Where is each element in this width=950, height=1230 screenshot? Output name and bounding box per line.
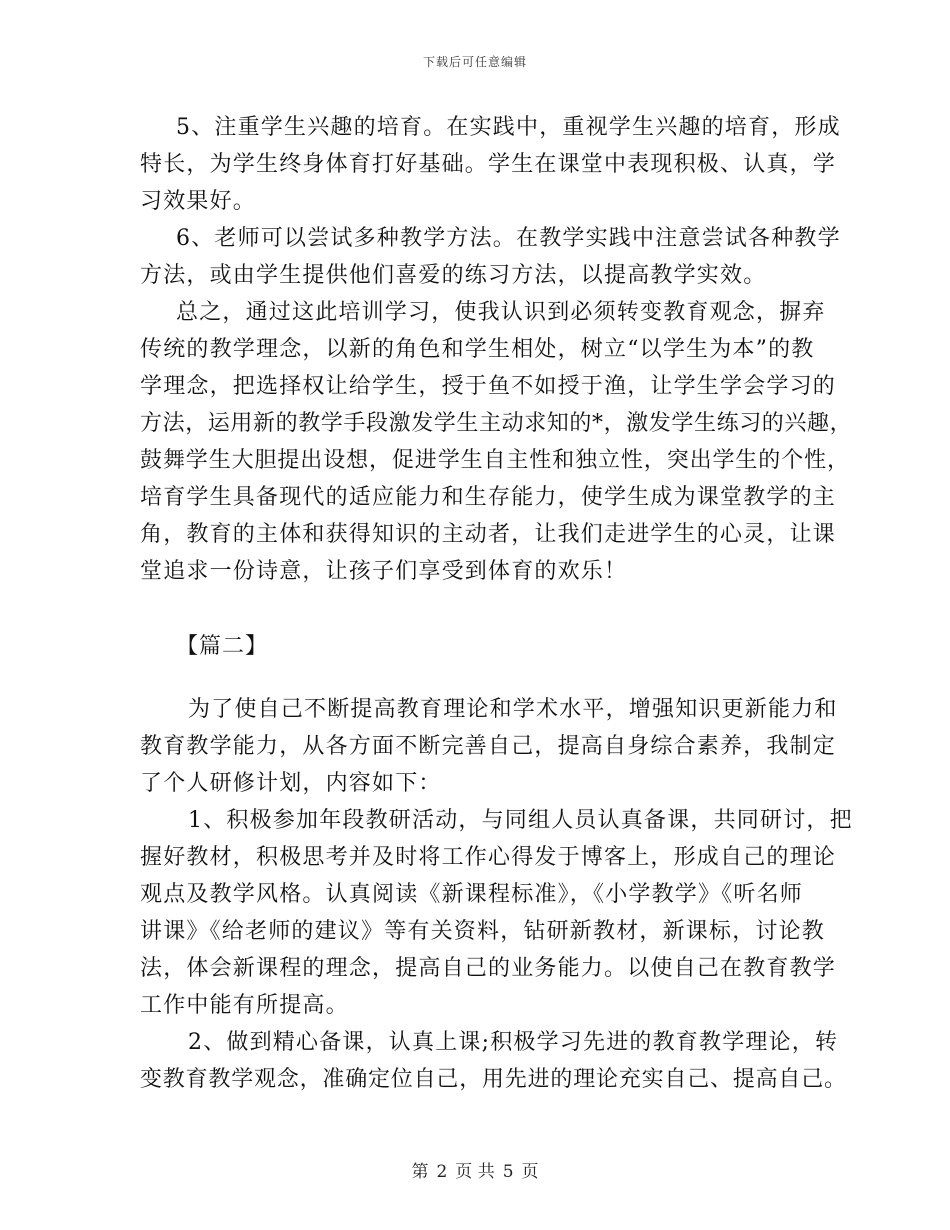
paragraph-line: 传统的教学理念，以新的角色和学生相处，树立“以学生为本”的教: [140, 337, 815, 362]
paragraph-line: 讲课》《给老师的建议》等有关资料，钻研新教材，新课标，讨论教: [140, 919, 826, 944]
footer-prefix: 第: [411, 1162, 429, 1182]
paragraph-line: 总之，通过这此培训学习，使我认识到必须转变教育观念，摒弃: [176, 300, 826, 325]
paragraph-line: 5、注重学生兴趣的培育。在实践中，重视学生兴趣的培育，形成: [176, 115, 841, 140]
paragraph-line: 变教育教学观念，准确定位自己，用先进的理论充实自己、提高自己。: [140, 1067, 847, 1092]
paragraph-line: 工作中能有所提高。: [140, 993, 349, 1018]
paragraph-line: 2、做到精心备课，认真上课;积极学习先进的教育教学理论，转: [188, 1030, 839, 1055]
paragraph-line: 学理念，把选择权让给学生，授于鱼不如授于渔，让学生学会学习的: [140, 374, 837, 399]
paragraph-line: 为了使自己不断提高教育理论和学术水平，增强知识更新能力和: [188, 697, 838, 722]
paragraph-line: 观点及教学风格。认真阅读《新课程标准》，《小学教学》《听名师: [140, 882, 804, 907]
page-number-footer: [0, 1157, 950, 1182]
total-page-number: 5: [502, 1162, 514, 1182]
paragraph-line: 了个人研修计划，内容如下：: [140, 771, 442, 796]
paragraph-line: 培育学生具备现代的适应能力和生存能力，使学生成为课堂教学的主: [140, 485, 837, 510]
paragraph-line: 握好教材，积极思考并及时将工作心得发于博客上，形成自己的理论: [140, 845, 837, 870]
current-page-number: 2: [436, 1162, 448, 1182]
paragraph-line: 特长，为学生终身体育打好基础。学生在课堂中表现积极、认真，学: [140, 152, 837, 177]
page-header: 下载后可任意编辑: [422, 55, 527, 69]
paragraph-line: 方法，或由学生提供他们喜爱的练习方法，以提高教学实效。: [140, 263, 767, 288]
paragraph-line: 教育教学能力，从各方面不断完善自己，提高自身综合素养，我制定: [140, 734, 837, 759]
paragraph-line: 习效果好。: [140, 189, 257, 214]
paragraph-line: 角，教育的主体和获得知识的主动者，让我们走进学生的心灵，让课: [140, 522, 837, 547]
section-2-heading: 【篇二】: [176, 634, 269, 659]
footer-suffix: 页: [521, 1162, 539, 1182]
paragraph-line: 方法，运用新的教学手段激发学生主动求知的*，激发学生练习的兴趣，: [140, 411, 853, 436]
paragraph-line: 6、老师可以尝试多种教学方法。在教学实践中注意尝试各种教学: [176, 226, 841, 251]
paragraph-line: 1、积极参加年段教研活动，与同组人员认真备课，共同研讨，把: [188, 808, 853, 833]
footer-middle: 页 共: [455, 1162, 495, 1182]
paragraph-line: 堂追求一份诗意，让孩子们享受到体育的欢乐！: [140, 559, 628, 584]
paragraph-line: 鼓舞学生大胆提出设想，促进学生自主性和独立性，突出学生的个性，: [140, 448, 850, 473]
paragraph-line: 法，体会新课程的理念，提高自己的业务能力。以使自己在教育教学: [140, 956, 837, 981]
